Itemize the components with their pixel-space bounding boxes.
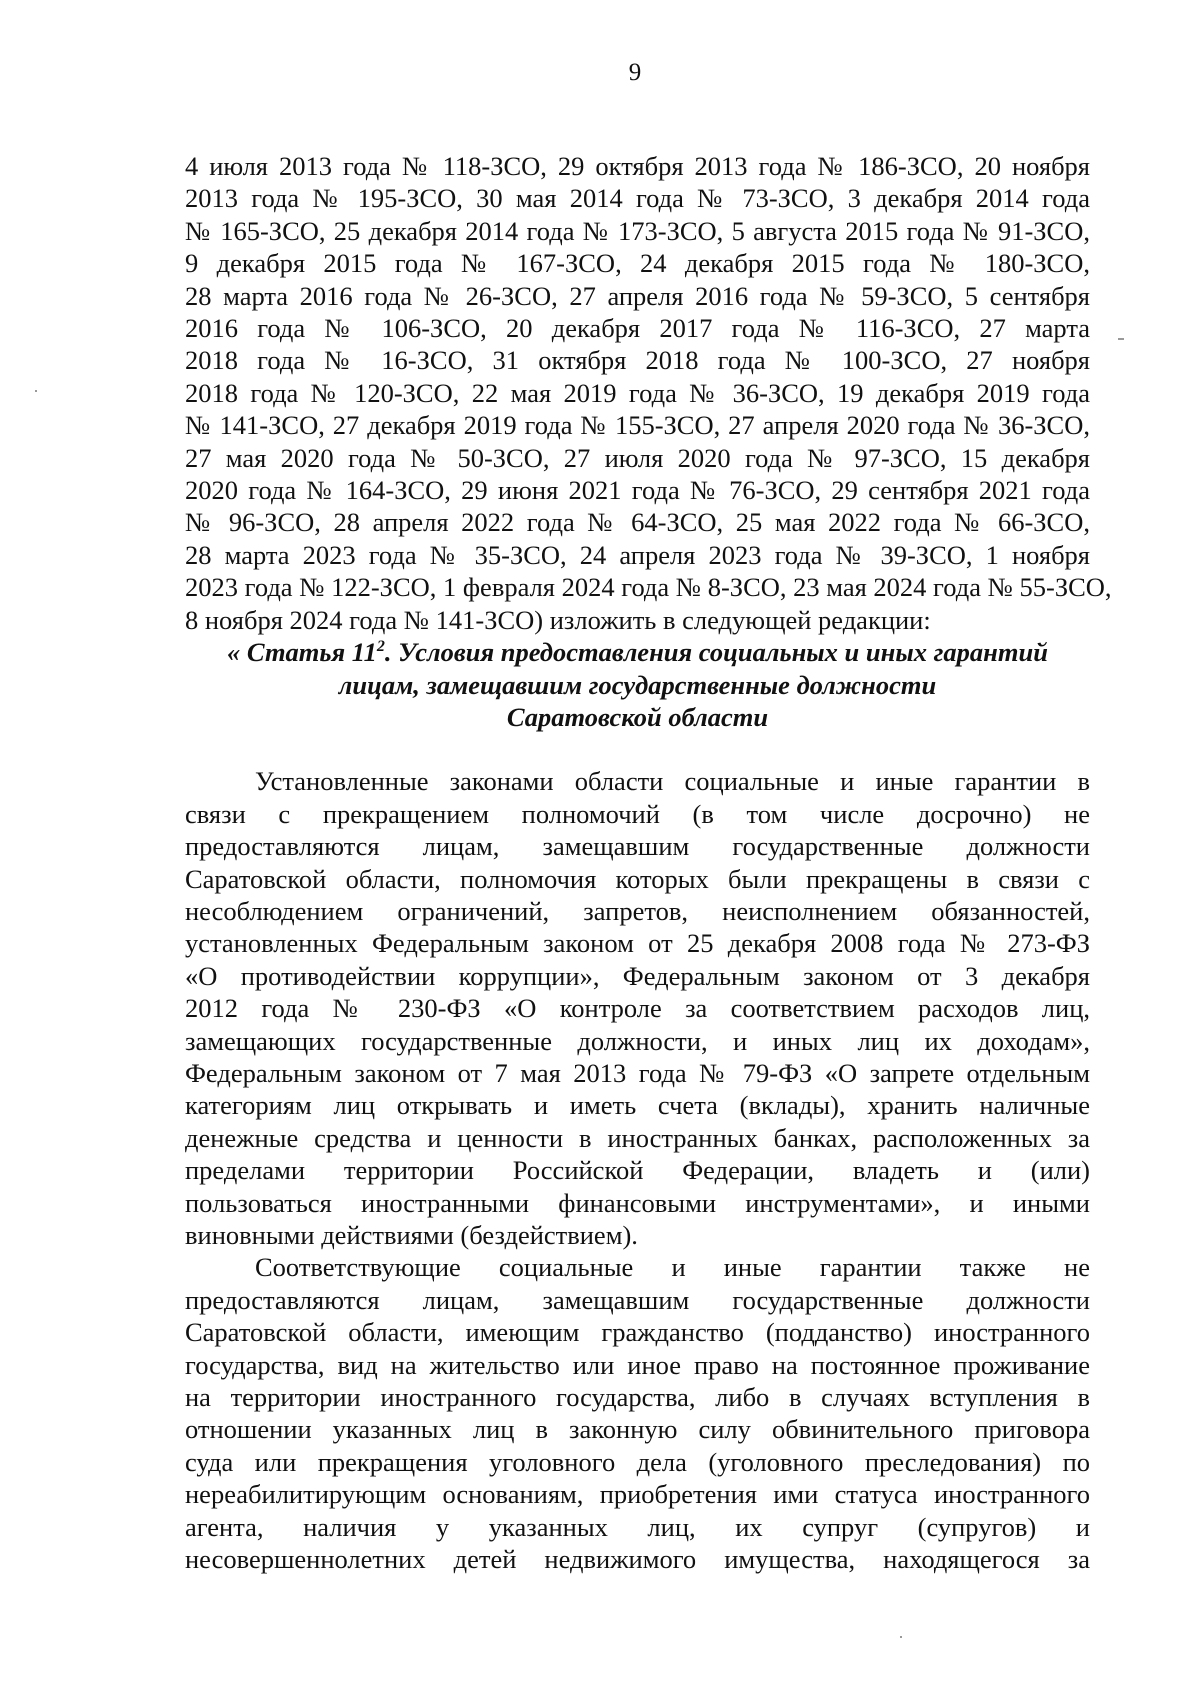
intro-paragraph	[185, 150, 1112, 636]
intro-line: 27 мая 2020 года № 50-ЗСО, 27 июля 2020 года № 97-ЗСО, 15 декабря	[185, 442, 1090, 473]
paragraph-line: предоставляются лицам, замещавшим государственные должности	[185, 1284, 1090, 1315]
intro-line: 2020 года № 164-ЗСО, 29 июня 2021 года № 76-ЗСО, 29 сентября 2021 года	[185, 475, 1090, 506]
paragraph-line: несоблюдением ограничений, запретов, неисполнением обязанностей,	[185, 895, 1090, 926]
intro-line: 4 июля 2013 года № 118-ЗСО, 29 октября 2013 года № 186-ЗСО, 20 ноября	[185, 151, 1090, 181]
paragraph-line: агента, наличия у указанных лиц, их супруг (супругов) и	[185, 1511, 1090, 1542]
paragraph-line: установленных Федеральным законом от 25 декабря 2008 года № 273-ФЗ	[185, 928, 1090, 959]
intro-line: 28 марта 2016 года № 26-ЗСО, 27 апреля 2016 года № 59-ЗСО, 5 сентября	[185, 280, 1090, 311]
article-title-line-3: Саратовской области	[506, 701, 769, 732]
paragraph-1	[185, 765, 1090, 1251]
paragraph-line: 2012 года № 230-ФЗ «О контроле за соответствием расходов лиц,	[185, 993, 1090, 1024]
intro-line: 2013 года № 195-ЗСО, 30 мая 2014 года № 73-ЗСО, 3 декабря 2014 года	[185, 183, 1090, 214]
paragraph-line: нереабилитирующим основаниям, приобретения ими статуса иностранного	[185, 1479, 1090, 1510]
paragraph-line: государства, вид на жительство или иное право на постоянное проживание	[185, 1349, 1090, 1380]
document-body	[185, 150, 1112, 1575]
intro-line: 8 ноября 2024 года № 141-ЗСО) изложить в следующей редакции:	[185, 604, 931, 635]
article-title-superscript: 2	[376, 638, 385, 656]
article-title-prefix: « Статья 11	[227, 637, 377, 668]
intro-line: № 141-ЗСО, 27 декабря 2019 года № 155-ЗСО, 27 апреля 2020 года № 36-ЗСО,	[185, 410, 1090, 441]
paragraph-line: денежные средства и ценности в иностранных банках, расположенных за	[185, 1122, 1090, 1153]
paragraph-line: на территории иностранного государства, либо в случаях вступления в	[185, 1382, 1090, 1413]
intro-line: 2018 года № 16-ЗСО, 31 октября 2018 года № 100-ЗСО, 27 ноября	[185, 345, 1090, 376]
article-title-line-2: лицам, замещавшим государственные должности	[338, 669, 937, 700]
paragraph-line: связи с прекращением полномочий (в том числе досрочно) не	[185, 798, 1090, 829]
intro-line: № 165-ЗСО, 25 декабря 2014 года № 173-ЗСО, 5 августа 2015 года № 91-ЗСО,	[185, 215, 1090, 246]
paragraph-line: категориям лиц открывать и иметь счета (вклады), хранить наличные	[185, 1090, 1090, 1121]
intro-line: № 96-ЗСО, 28 апреля 2022 года № 64-ЗСО, 25 мая 2022 года № 66-ЗСО,	[185, 507, 1090, 538]
intro-line: 28 марта 2023 года № 35-ЗСО, 24 апреля 2023 года № 39-ЗСО, 1 ноября	[185, 539, 1090, 570]
paragraph-line: суда или прекращения уголовного дела (уголовного преследования) по	[185, 1446, 1090, 1477]
paragraph-line: Саратовской области, полномочия которых были прекращены в связи с	[185, 863, 1090, 894]
scan-speck	[900, 1636, 902, 1638]
intro-line: 2016 года № 106-ЗСО, 20 декабря 2017 года № 116-ЗСО, 27 марта	[185, 313, 1090, 344]
paragraph-line: пределами территории Российской Федерации, владеть и (или)	[185, 1155, 1090, 1186]
intro-line: 2018 года № 120-ЗСО, 22 мая 2019 года № 36-ЗСО, 19 декабря 2019 года	[185, 377, 1090, 408]
scan-speck	[35, 390, 37, 392]
heading-spacer	[185, 733, 1090, 765]
paragraph-line: пользоваться иностранными финансовыми инструментами», и иными	[185, 1187, 1090, 1218]
paragraph-line: Саратовской области, имеющим гражданство (подданство) иностранного	[185, 1317, 1090, 1348]
intro-line: 9 декабря 2015 года № 167-ЗСО, 24 декабря 2015 года № 180-ЗСО,	[185, 248, 1090, 279]
paragraph-line: замещающих государственные должности, и иных лиц их доходам»,	[185, 1025, 1090, 1056]
paragraph-line: предоставляются лицам, замещавшим государственные должности	[185, 831, 1090, 862]
page-number: 9	[628, 59, 642, 86]
paragraph-line: Федеральным законом от 7 мая 2013 года № 79-ФЗ «О запрете отдельным	[185, 1057, 1090, 1088]
paragraph-line: отношении указанных лиц в законную силу обвинительного приговора	[185, 1414, 1090, 1445]
paragraph-line: несовершеннолетних детей недвижимого имущества, находящегося за	[185, 1544, 1090, 1575]
paragraph-line: Соответствующие социальные и иные гарантии также не	[255, 1252, 1090, 1283]
scan-speck	[1118, 338, 1124, 340]
intro-line: 2023 года № 122-ЗСО, 1 февраля 2024 года № 8-ЗСО, 23 мая 2024 года № 55-ЗСО,	[185, 572, 1112, 603]
article-title-suffix: . Условия предоставления социальных и иных гарантий	[384, 637, 1048, 668]
paragraph-2	[185, 1251, 1090, 1575]
article-title-line-1	[185, 636, 1090, 668]
paragraph-line: «О противодействии коррупции», Федеральным законом от 3 декабря	[185, 960, 1090, 991]
article-heading	[185, 636, 1090, 733]
paragraph-line: Установленные законами области социальные и иные гарантии в	[255, 766, 1090, 797]
paragraph-line: виновными действиями (бездействием).	[185, 1220, 638, 1250]
